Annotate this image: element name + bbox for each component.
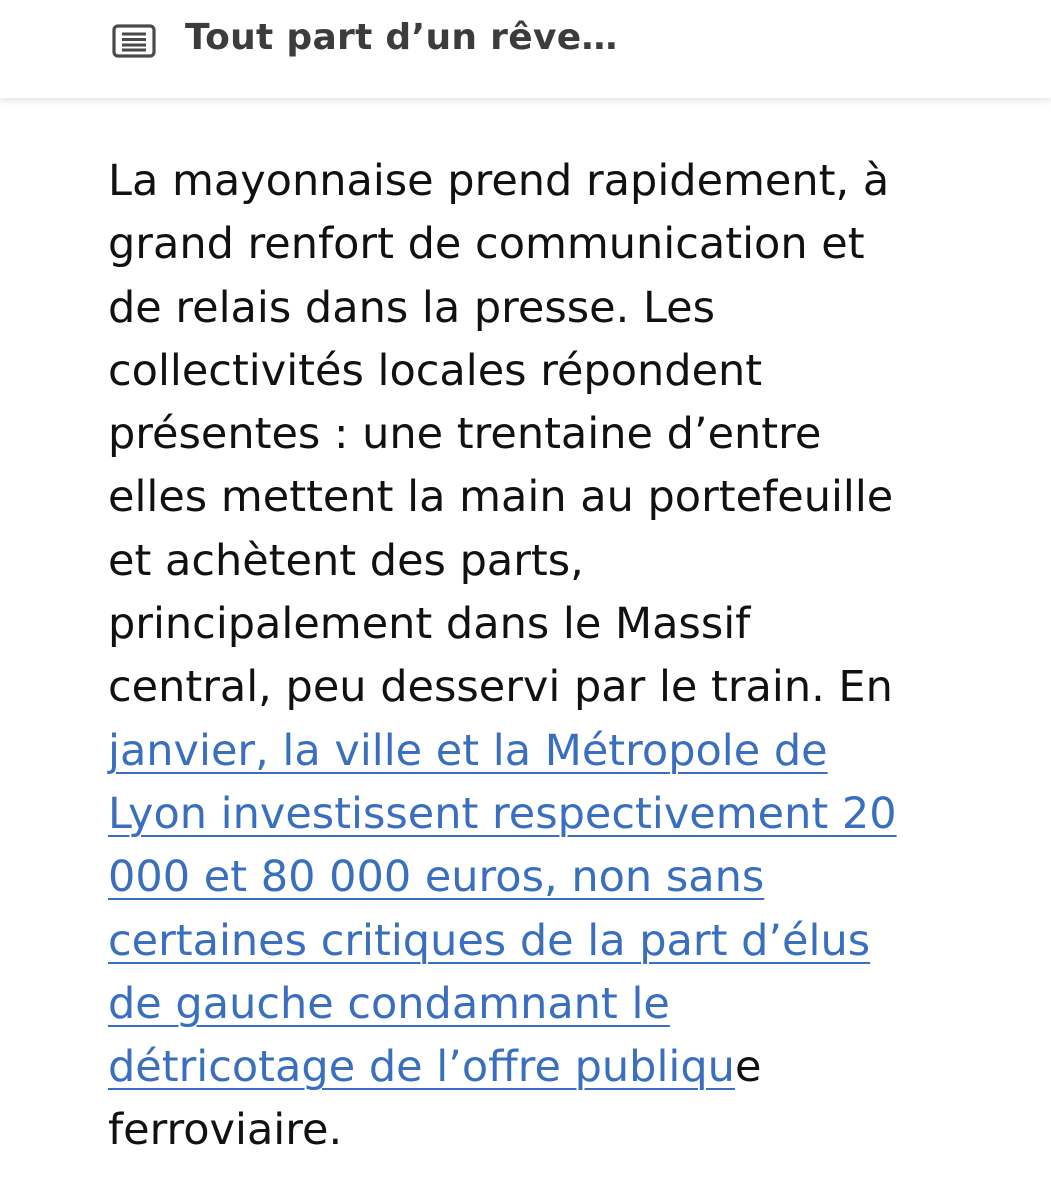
link-line bbox=[108, 720, 938, 783]
reader-mode-icon[interactable] bbox=[112, 24, 156, 58]
text-line: central, peu desservi par le train. En bbox=[108, 662, 893, 713]
link-line bbox=[108, 973, 938, 1036]
text-line: principalement dans le Massif bbox=[108, 599, 751, 650]
highlight: e relais dans la presse bbox=[135, 282, 616, 333]
article-link[interactable]: Lyon investissent respectivement 20 bbox=[108, 788, 897, 839]
text-line: collectivités locales répondent bbox=[108, 345, 763, 396]
text-line: ferroviaire. bbox=[108, 1105, 343, 1156]
link-line bbox=[108, 910, 938, 973]
article-title: Tout part d’un rêve… bbox=[185, 17, 618, 58]
link-line: détricotage de l’offre publique bbox=[108, 1042, 762, 1093]
text-line bbox=[108, 213, 938, 276]
text-line: La mayonnaise prend rapidement, à bbox=[108, 156, 890, 206]
article-link[interactable]: certaines critiques de la part d’élus bbox=[108, 915, 871, 966]
link-line bbox=[108, 783, 938, 846]
article-link[interactable]: janvier, la ville et la Métropole de bbox=[108, 725, 828, 776]
text-line: et achètent des parts, bbox=[108, 535, 584, 586]
reader-header bbox=[0, 0, 1051, 98]
text-line: elles mettent la main au portefeuille bbox=[108, 472, 894, 523]
link-line bbox=[108, 846, 938, 909]
highlight: à bbox=[849, 156, 890, 206]
highlight: grand renfort de communication et bbox=[108, 219, 865, 270]
article-link[interactable]: détricotage de l’offre publiqu bbox=[108, 1042, 735, 1093]
text-line: présentes : une trentaine d’entre bbox=[108, 409, 822, 460]
article-link[interactable]: de gauche condamnant le bbox=[108, 978, 670, 1029]
text-line: de relais dans la presse. Les bbox=[108, 282, 716, 333]
article-body bbox=[108, 150, 938, 1163]
article-link[interactable]: 000 et 80 000 euros, non sans bbox=[108, 852, 765, 903]
